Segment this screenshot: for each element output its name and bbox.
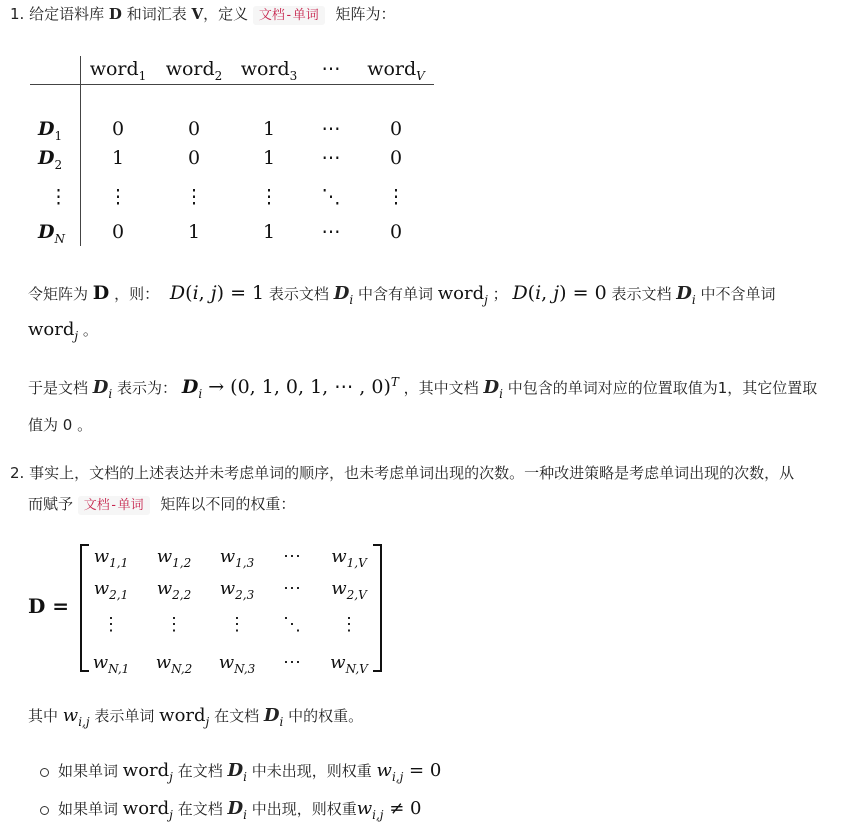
item1-intro bbox=[10, 4, 396, 26]
bullet-marker-2 bbox=[40, 806, 49, 815]
matrix-cell: $w_{N,2}$ bbox=[155, 652, 193, 676]
matrix-cell: $w_{2,2}$ bbox=[156, 578, 192, 602]
vocab-symbol: V bbox=[191, 5, 204, 23]
table-cell: ⋱ bbox=[321, 186, 341, 208]
table-vertical-rule bbox=[80, 56, 81, 246]
table-header-cell: word$_1$ bbox=[89, 58, 147, 83]
para1-text-e: ； bbox=[492, 285, 508, 303]
table-cell: 0 bbox=[389, 118, 403, 140]
item2-text-pre: 而赋予 bbox=[28, 495, 74, 513]
table-cell: 1 bbox=[262, 147, 276, 169]
table-cell: 1 bbox=[262, 118, 276, 140]
table-cell: 0 bbox=[187, 147, 201, 169]
matrix-lhs: D = bbox=[28, 594, 70, 618]
para2-line2: 值为 0 。 bbox=[28, 416, 93, 434]
para1-text-d: 中含有单词 bbox=[357, 285, 433, 303]
table-header-cell: word$_V$ bbox=[367, 58, 425, 83]
matrix-cell: ⋯ bbox=[283, 546, 301, 567]
table-cell: ⋯ bbox=[321, 147, 341, 169]
matrix-cell: $w_{2,V}$ bbox=[331, 578, 367, 602]
matrix-cell: ⋱ bbox=[283, 614, 301, 635]
para1-text-c: 表示文档 bbox=[268, 285, 329, 303]
table-cell: 0 bbox=[187, 118, 201, 140]
table-cell: ⋮ bbox=[259, 186, 279, 208]
para2-text-d: 中包含的单词对应的位置取值为1，其它位置取 bbox=[507, 379, 818, 397]
item2-number: 2. bbox=[10, 464, 25, 482]
table-row-label: $D_1$ bbox=[38, 118, 63, 143]
matrix-cell: ⋯ bbox=[283, 652, 301, 673]
matrix-cell: $w_{2,1}$ bbox=[93, 578, 129, 602]
bullet1-text-b: 在文档 bbox=[177, 762, 223, 780]
matrix-cell: $w_{N,3}$ bbox=[218, 652, 256, 676]
matrix-cell: ⋮ bbox=[340, 614, 358, 635]
intro-text-post: ，定义 bbox=[203, 5, 249, 23]
weight-text-a: 其中 bbox=[28, 707, 59, 725]
item2-line1 bbox=[10, 463, 794, 483]
weight-text-c: 在文档 bbox=[214, 707, 260, 725]
matrix-cell: ⋮ bbox=[102, 614, 120, 635]
matrix-lhs-symbol: D bbox=[28, 594, 46, 618]
table-cell: 0 bbox=[111, 118, 125, 140]
code-doc-word-2: 文档-单词 bbox=[78, 496, 150, 515]
table-header-cell: ⋯ bbox=[321, 58, 341, 80]
matrix-cell: $w_{1,3}$ bbox=[219, 546, 255, 570]
para1-text-f: 表示文档 bbox=[611, 285, 672, 303]
para1-text-g: 中不含单词 bbox=[700, 285, 776, 303]
table-cell: 1 bbox=[111, 147, 125, 169]
bullet1-text-a: 如果单词 bbox=[58, 762, 119, 780]
bullet-item-1: 如果单词 word$_j$ 在文档 $D_i$ 中未出现，则权重 $w_{i,j} = 0$ bbox=[58, 760, 442, 784]
para1-end: 。 bbox=[82, 321, 98, 339]
para1-text-b: ，则： bbox=[114, 285, 160, 303]
item2-line2 bbox=[28, 494, 295, 516]
table-header-cell: word$_3$ bbox=[240, 58, 298, 83]
item2-text: 事实上，文档的上述表达并未考虑单词的顺序，也未考虑单词出现的次数。一种改进策略是考虑单词出现的次数，从 bbox=[29, 464, 795, 482]
para2-line1: 于是文档 $D_i$ 表示为： $D_i \to (0$, 1, 0, 1, ⋯ , 0)$^T$ ，其中文档 $D_i$ 中包含的单词对应的位置取值为1，其它位置取 bbox=[28, 375, 818, 401]
bullet2-text-a: 如果单词 bbox=[58, 800, 119, 818]
table-cell: ⋮ bbox=[184, 186, 204, 208]
para2-text-a: 于是文档 bbox=[28, 379, 89, 397]
table-row-label: $D_N$ bbox=[38, 221, 65, 246]
table-header-cell: word$_2$ bbox=[165, 58, 223, 83]
matrix-cell: $w_{1,V}$ bbox=[331, 546, 367, 570]
corpus-symbol: D bbox=[108, 5, 122, 23]
table-cell: ⋮ bbox=[386, 186, 406, 208]
table-cell: 0 bbox=[389, 147, 403, 169]
table-cell: 0 bbox=[111, 221, 125, 243]
table-cell: ⋮ bbox=[108, 186, 128, 208]
weight-text-b: 表示单词 bbox=[94, 707, 155, 725]
table-cell: ⋯ bbox=[321, 118, 341, 140]
para2-text-b: 表示为： bbox=[117, 379, 178, 397]
bullet2-text-b: 在文档 bbox=[177, 800, 223, 818]
intro-text-mid: 和词汇表 bbox=[126, 5, 187, 23]
table-cell: 1 bbox=[262, 221, 276, 243]
para1-line2: word$_j$ 。 bbox=[28, 319, 98, 343]
matrix-cell: $w_{N,1}$ bbox=[92, 652, 130, 676]
matrix-cell: ⋮ bbox=[228, 614, 246, 635]
intro-text: 给定语料库 bbox=[29, 5, 105, 23]
weight-text-d: 中的权重。 bbox=[288, 707, 364, 725]
table-cell: ⋯ bbox=[321, 221, 341, 243]
matrix-cell: $w_{2,3}$ bbox=[219, 578, 255, 602]
matrix-cell: $w_{1,2}$ bbox=[156, 546, 192, 570]
matrix-cell: ⋯ bbox=[283, 578, 301, 599]
table-header-rule bbox=[30, 84, 434, 85]
table-cell: 1 bbox=[187, 221, 201, 243]
para1-line1: 令矩阵为 D ，则： D(i, j) = 1 表示文档 $D_i$ 中含有单词 word$_j$ ； D(i, j) = 0 表示文档 $D_i$ 中不含单词 bbox=[28, 282, 776, 307]
para1-text-a: 令矩阵为 bbox=[28, 285, 89, 303]
weight-para: 其中 $w_{i,j}$ 表示单词 word$_j$ 在文档 $D_i$ 中的权重。 bbox=[28, 705, 364, 729]
table-cell: 0 bbox=[389, 221, 403, 243]
matrix-cell: $w_{1,1}$ bbox=[93, 546, 129, 570]
bullet-marker-1 bbox=[40, 768, 49, 777]
bullet-item-2: 如果单词 word$_j$ 在文档 $D_i$ 中出现，则权重$w_{i,j} \ne 0$ bbox=[58, 798, 422, 822]
bullet1-text-c: 中未出现，则权重 bbox=[251, 762, 372, 780]
intro-text-end: 矩阵为： bbox=[335, 5, 396, 23]
item2-text-post: 矩阵以不同的权重： bbox=[160, 495, 296, 513]
table-row-label: $D_2$ bbox=[38, 147, 63, 172]
matrix-cell: $w_{N,V}$ bbox=[330, 652, 368, 676]
table-row-label: ⋮ bbox=[49, 186, 68, 208]
bullet2-text-c: 中出现，则权重 bbox=[251, 800, 357, 818]
matrix-cell: ⋮ bbox=[165, 614, 183, 635]
code-doc-word: 文档-单词 bbox=[253, 6, 325, 25]
para2-text-c: ，其中文档 bbox=[403, 379, 479, 397]
item1-number: 1. bbox=[10, 5, 25, 23]
